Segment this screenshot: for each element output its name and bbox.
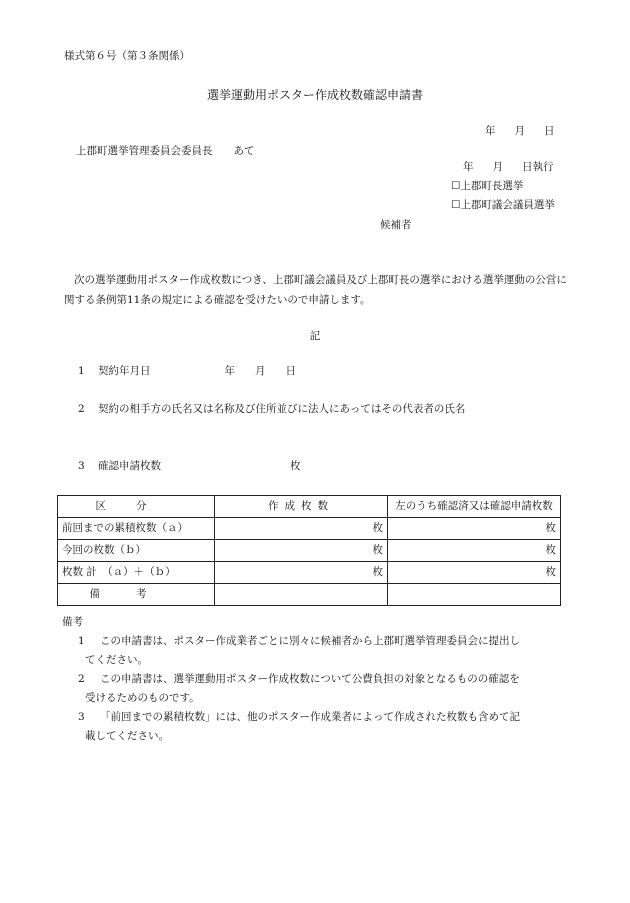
contract-year: 年 — [224, 365, 235, 377]
checkbox-mayor-election[interactable]: ☐上郡町長選挙 — [451, 180, 524, 192]
row-label: 枚数 計 （ａ）＋（ｂ） — [58, 562, 215, 584]
table-row — [58, 584, 561, 606]
note-text: この申請書は、ポスター作成業者ごとに別々に候補者から上郡町選挙管理委員会に提出し — [100, 635, 520, 647]
item-requested-count — [78, 460, 301, 473]
election-execution-date — [463, 161, 573, 174]
note-text-continued: 受けるためのものです。 — [85, 692, 200, 704]
item-number: 2 — [78, 403, 85, 415]
header-produced-count: 作成枚数 — [215, 496, 388, 518]
header-category: 区分 — [58, 496, 215, 518]
table-row — [58, 518, 561, 540]
item-label: 契約の相手方の氏名又は名称及び住所並びに法人にあってはその代表者の氏名 — [98, 403, 466, 415]
ki-heading: 記 — [309, 330, 321, 342]
produced-count-cell[interactable]: 枚 — [215, 540, 388, 562]
candidate-label: 候補者 — [380, 219, 412, 231]
table-row — [58, 562, 561, 584]
note-item — [78, 708, 568, 746]
row-label: 今回の枚数（ｂ） — [58, 540, 215, 562]
item-contractor — [78, 403, 465, 416]
exec-year: 年 — [463, 161, 474, 173]
note-number: 3 — [78, 711, 85, 723]
item-label: 確認申請枚数 — [98, 460, 161, 472]
header-confirmed-count: 左のうち確認済又は確認申請枚数 — [388, 496, 561, 518]
contract-month: 月 — [255, 365, 266, 377]
item-label: 契約年月日 — [98, 365, 151, 377]
count-unit: 枚 — [290, 460, 301, 472]
note-number: 1 — [78, 635, 85, 647]
exec-month: 月 — [492, 161, 503, 173]
item-contract-date — [78, 365, 296, 378]
contract-day: 日 — [285, 365, 296, 377]
row-label-remarks: 備考 — [58, 584, 215, 606]
note-text: 「前回までの累積枚数」には、他のポスター作成業者によって作成された枚数も含めて記 — [100, 711, 520, 723]
produced-count-cell[interactable] — [215, 584, 388, 606]
note-text-continued: てください。 — [85, 654, 148, 666]
checkbox-council-election[interactable]: ☐上郡町議会議員選挙 — [451, 199, 555, 211]
date-year: 年 — [485, 125, 496, 137]
confirmed-count-cell[interactable] — [388, 584, 561, 606]
application-statement: 次の選挙運動用ポスター作成枚数につき、上郡町議会議員及び上郡町長の選挙における選挙運動の公営に関する条例第11条の規定による確認を受けたいので申請します。 — [64, 274, 567, 306]
row-label: 前回までの累積枚数（ａ） — [58, 518, 215, 540]
item-number: 3 — [78, 460, 85, 472]
produced-count-cell[interactable]: 枚 — [215, 562, 388, 584]
document-title: 選挙運動用ポスター作成枚数確認申請書 — [206, 88, 423, 102]
note-item — [78, 670, 568, 708]
confirmed-count-cell[interactable]: 枚 — [388, 540, 561, 562]
addressee: 上郡町選挙管理委員会委員長 あて — [76, 145, 255, 157]
poster-count-table — [57, 495, 561, 606]
exec-day: 日執行 — [522, 161, 554, 173]
confirmed-count-cell[interactable]: 枚 — [388, 562, 561, 584]
table-header-row — [58, 496, 561, 518]
table-row — [58, 540, 561, 562]
produced-count-cell[interactable]: 枚 — [215, 518, 388, 540]
note-item — [78, 632, 568, 670]
item-number: 1 — [78, 365, 85, 377]
note-number: 2 — [78, 673, 85, 685]
notes-title: 備考 — [62, 616, 83, 628]
note-text-continued: 載してください。 — [85, 730, 169, 742]
date-month: 月 — [514, 125, 525, 137]
confirmed-count-cell[interactable]: 枚 — [388, 518, 561, 540]
form-number: 様式第６号（第３条関係） — [64, 50, 190, 62]
application-date — [485, 125, 574, 138]
date-day: 日 — [544, 125, 555, 137]
note-text: この申請書は、選挙運動用ポスター作成枚数について公費負担の対象となるものの確認を — [100, 673, 520, 685]
